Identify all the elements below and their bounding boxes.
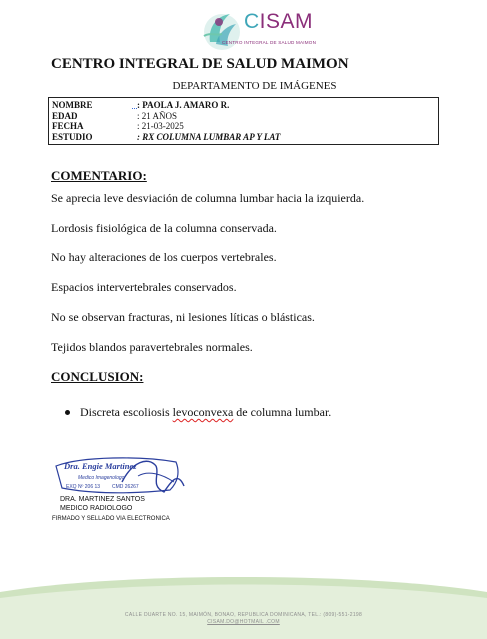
stamp-exq: EXQ Nº 206 13 (66, 484, 101, 490)
conclusion-heading: CONCLUSION: (51, 369, 144, 384)
comentario-line: Espacios intervertebrales conservados. (51, 280, 237, 294)
info-value-fecha: : 21-03-2025 (137, 121, 184, 131)
info-row-nombre (49, 100, 438, 111)
patient-info-box (48, 97, 439, 145)
doctor-role: MEDICO RADIOLOGO (60, 505, 133, 512)
info-value-edad: : 21 AÑOS (137, 110, 178, 121)
logo-name: CISAM (244, 10, 314, 33)
signature-stamp-icon (52, 452, 202, 496)
comentario-line: Lordosis fisiológica de la columna conservada. (51, 221, 277, 235)
comentario-line: No hay alteraciones de los cuerpos vertebrales. (51, 250, 277, 264)
info-row-fecha (49, 121, 438, 132)
info-label: NOMBRE (52, 100, 93, 110)
stamp-cmd: CMD 26267 (112, 484, 139, 490)
cisam-logo (196, 6, 316, 52)
logo-name-rest: ISAM (259, 10, 314, 33)
info-row-edad (49, 111, 438, 122)
signature-note: FIRMADO Y SELLADO VIA ELECTRONICA (52, 516, 170, 522)
conclusion-item (80, 405, 331, 420)
info-row-estudio (49, 132, 438, 143)
department-title: DEPARTAMENTO DE IMÁGENES (172, 80, 337, 92)
logo-figure-icon (196, 6, 248, 54)
comentario-line: No se observan fracturas, ni lesiones líticas o blásticas. (51, 310, 315, 324)
comentario-line: Se aprecia leve desviación de columna lumbar hacia la izquierda. (51, 191, 365, 205)
conclusion-text-after: de columna lumbar. (233, 405, 332, 419)
footer-wave (0, 570, 487, 639)
comentario-line: Tejidos blandos paravertebrales normales. (51, 340, 253, 354)
info-label: FECHA (52, 121, 84, 131)
stamp-role: Medico Imagenologo (78, 475, 125, 481)
conclusion-text-before: Discreta escoliosis (80, 405, 173, 419)
bullet-icon (65, 410, 70, 415)
signature-block (52, 452, 202, 532)
doctor-name: DRA. MARTINEZ SANTOS (60, 496, 145, 503)
info-value-nombre: : PAOLA J. AMARO R. (137, 100, 230, 110)
comentario-heading: COMENTARIO: (51, 168, 147, 183)
logo-subtitle: CENTRO INTEGRAL DE SALUD MAIMON (222, 40, 317, 45)
info-label: ESTUDIO (52, 131, 93, 142)
stamp-name: Dra. Engie Martinez (64, 461, 137, 471)
conclusion-flagged-word: levoconvexa (172, 405, 234, 419)
footer-address: CALLE DUARTE NO. 15, MAIMÓN, BONAO, REPUBLICA DOMINICANA, TEL.: (809)-551-2198 (124, 612, 363, 618)
info-value-estudio: : RX COLUMNA LUMBAR AP Y LAT (137, 131, 281, 142)
info-label: EDAD (52, 110, 78, 121)
page-title: CENTRO INTEGRAL DE SALUD MAIMON (51, 56, 349, 72)
footer-email[interactable]: CISAM.DO@HOTMAIL .COM (207, 619, 280, 625)
